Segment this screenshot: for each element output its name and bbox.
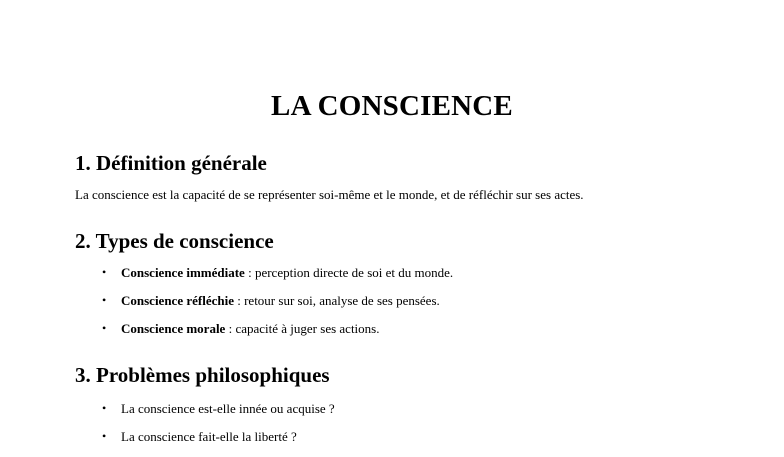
bullet-icon: •	[102, 429, 107, 443]
list-item-description: : capacité à juger ses actions.	[225, 321, 380, 336]
list-item-description: : perception directe de soi et du monde.	[244, 265, 454, 280]
list-item-term: Conscience immédiate	[121, 265, 245, 280]
section-heading-problems: 3. Problèmes philosophiques	[75, 363, 330, 387]
list-item-text: La conscience est-elle innée ou acquise ?	[121, 401, 335, 416]
bullet-icon: •	[102, 293, 107, 307]
document-title: LA CONSCIENCE	[271, 90, 513, 122]
list-item-text: La conscience fait-elle la liberté ?	[121, 429, 297, 444]
list-item-description: : retour sur soi, analyse de ses pensées.	[233, 293, 440, 308]
list-item-term: Conscience réfléchie	[121, 293, 234, 308]
definition-paragraph: La conscience est la capacité de se représenter soi-même et le monde, et de réfléchir sur ses actes.	[75, 187, 584, 202]
bullet-icon: •	[102, 401, 107, 415]
bullet-icon: •	[102, 265, 107, 279]
list-item-text	[121, 293, 440, 309]
list-item-text	[121, 265, 453, 281]
bullet-icon: •	[102, 321, 107, 335]
list-item-term: Conscience morale	[121, 321, 226, 336]
section-heading-definition: 1. Définition générale	[75, 151, 267, 175]
list-item-text	[121, 321, 379, 337]
section-heading-types: 2. Types de conscience	[75, 229, 274, 253]
